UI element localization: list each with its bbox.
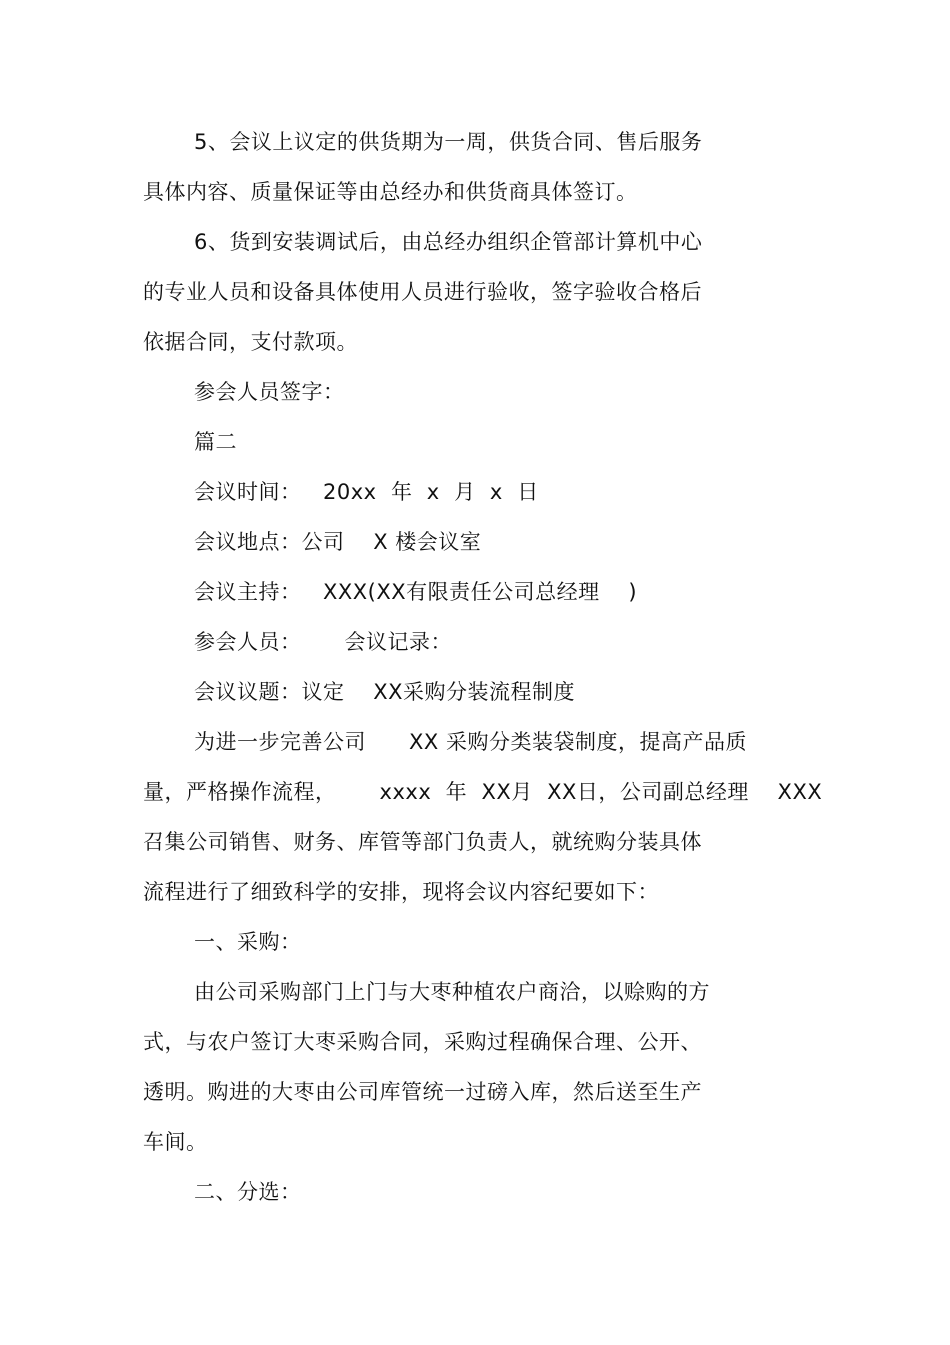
section-2-heading: 二、分选：: [194, 1180, 302, 1204]
section-1-heading: 一、采购：: [194, 930, 302, 954]
intro-line-3: 召集公司销售、财务、库管等部门负责人，就统购分装具体: [143, 830, 702, 854]
signature-label: 参会人员签字：: [194, 380, 345, 404]
intro-line-2: 量，严格操作流程， xxxx 年 XX月 XX日，公司副总经理 XXX: [143, 780, 823, 804]
intro-line-1: 为进一步完善公司 XX 采购分类装袋制度，提高产品质: [194, 730, 747, 754]
section-heading: 篇二: [194, 430, 237, 454]
paragraph-5-line-2: 具体内容、质量保证等由总经办和供货商具体签订。: [143, 180, 638, 204]
paragraph-6-line-1: 6、货到安装调试后，由总经办组织企管部计算机中心: [194, 230, 703, 254]
paragraph-5-line-1: 5、会议上议定的供货期为一周，供货合同、售后服务: [194, 130, 703, 154]
meeting-topic: 会议议题：议定 XX采购分装流程制度: [194, 680, 575, 704]
meeting-host: 会议主持： XXX(XX有限责任公司总经理 ): [194, 580, 638, 604]
intro-line-4: 流程进行了细致科学的安排，现将会议内容纪要如下：: [143, 880, 659, 904]
paragraph-6-line-2: 的专业人员和设备具体使用人员进行验收，签字验收合格后: [143, 280, 702, 304]
section-1-line-4: 车间。: [143, 1130, 208, 1154]
meeting-attendees: 参会人员： 会议记录：: [194, 630, 453, 654]
meeting-time: 会议时间： 20xx 年 x 月 x 日: [194, 480, 539, 504]
section-1-line-2: 式，与农户签订大枣采购合同，采购过程确保合理、公开、: [143, 1030, 702, 1054]
section-1-line-1: 由公司采购部门上门与大枣种植农户商洽，以赊购的方: [194, 980, 710, 1004]
section-1-line-3: 透明。购进的大枣由公司库管统一过磅入库，然后送至生产: [143, 1080, 702, 1104]
paragraph-6-line-3: 依据合同，支付款项。: [143, 330, 358, 354]
meeting-location: 会议地点：公司 X 楼会议室: [194, 530, 482, 554]
